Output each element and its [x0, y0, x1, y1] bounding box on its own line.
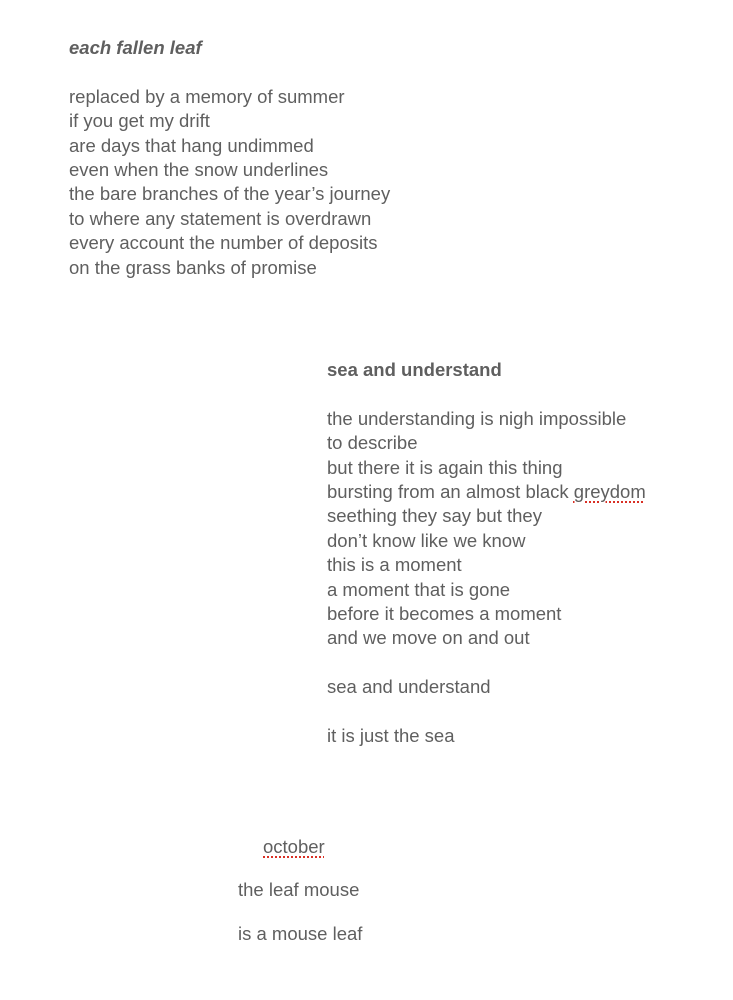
- poem-line: a moment that is gone: [327, 578, 511, 600]
- poem-title[interactable]: october: [263, 836, 325, 857]
- poem-line: don’t know like we know: [327, 529, 526, 551]
- poem-line: on the grass banks of promise: [69, 256, 317, 278]
- stanza-gap: [327, 651, 646, 675]
- poem-line: the bare branches of the year’s journey: [69, 183, 391, 205]
- poem-line-text: bursting from an almost black: [327, 481, 574, 503]
- poem-line: every account the number of deposits: [69, 232, 378, 254]
- poem-line: this is a moment: [327, 554, 462, 576]
- stanza-gap: [327, 700, 646, 724]
- poem-each-fallen-leaf: [69, 36, 390, 280]
- poem-refrain: sea and understand: [327, 676, 491, 698]
- poem-line: is a mouse leaf: [238, 923, 363, 944]
- poem-line: to describe: [327, 432, 418, 454]
- poem-line: the leaf mouse: [238, 879, 360, 900]
- poem-line: the understanding is nigh impossible: [327, 407, 627, 429]
- poem-line: to where any statement is overdrawn: [69, 207, 372, 229]
- poem-line: if you get my drift: [69, 110, 210, 132]
- poem-line: and we move on and out: [327, 627, 530, 649]
- stanza-gap: [69, 60, 390, 84]
- poem-closing-line: it is just the sea: [327, 725, 455, 747]
- poem-line: before it becomes a moment: [327, 603, 562, 625]
- poem-line: are days that hang undimmed: [69, 134, 314, 156]
- poem-title: sea and understand: [327, 359, 502, 380]
- poem-line: but there it is again this thing: [327, 456, 563, 478]
- poem-line: seething they say but they: [327, 505, 542, 527]
- misspelled-word[interactable]: greydom: [573, 481, 646, 503]
- stanza-gap: [327, 382, 646, 406]
- poem-line: even when the snow underlines: [69, 159, 329, 181]
- poem-sea-and-understand: [327, 358, 646, 748]
- poem-line: replaced by a memory of summer: [69, 85, 345, 107]
- poem-line: [327, 480, 646, 504]
- poem-title: each fallen leaf: [69, 37, 202, 58]
